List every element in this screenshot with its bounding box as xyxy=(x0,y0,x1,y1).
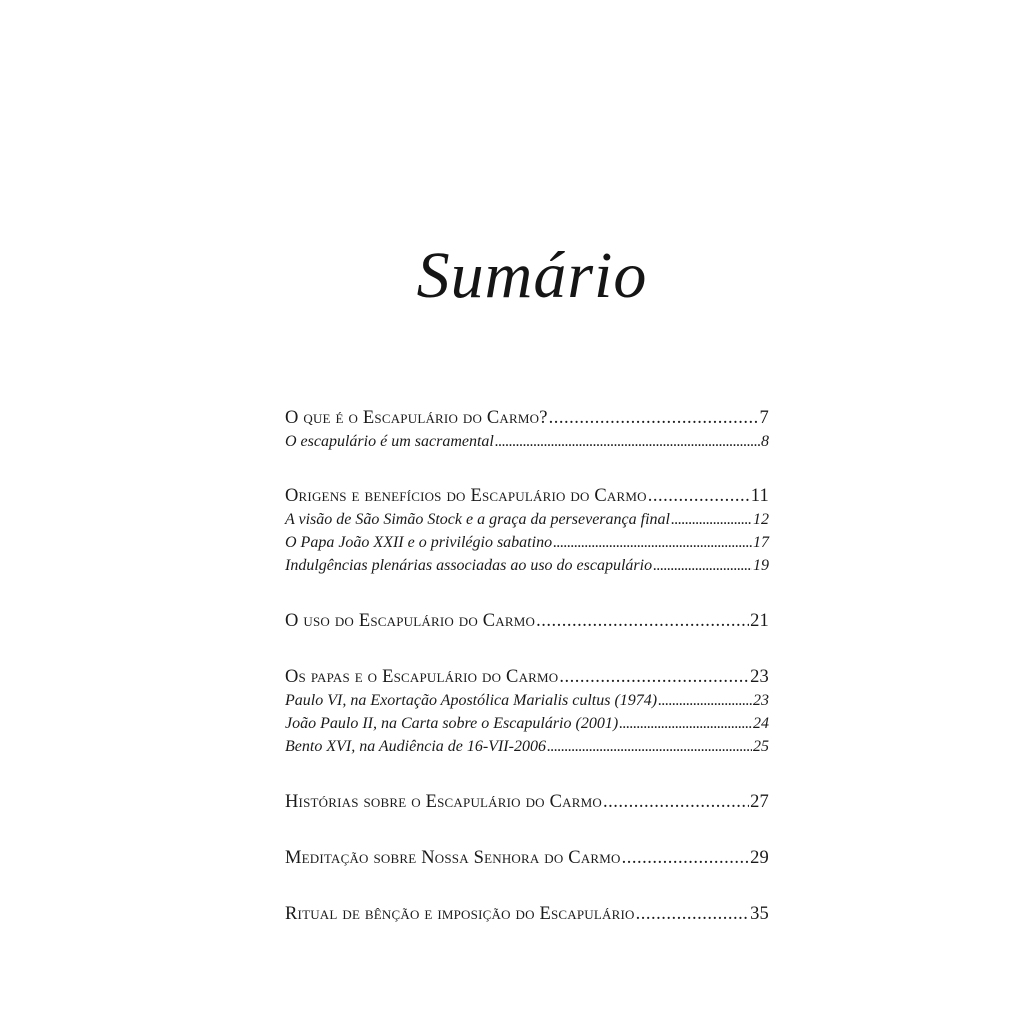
toc-subentry[interactable] xyxy=(285,430,769,453)
toc-subentry-label: Bento XVI, na Audiência de 16-VII-2006 xyxy=(285,738,546,755)
toc-entry[interactable] xyxy=(285,484,769,508)
toc-subentry-page: 17 xyxy=(753,534,769,551)
toc-entry-label: O que é o Escapulário do Carmo? xyxy=(285,408,548,428)
toc-entry-label: Histórias sobre o Escapulário do Carmo xyxy=(285,792,602,812)
toc-subentry[interactable] xyxy=(285,508,769,531)
toc-entry-label: O uso do Escapulário do Carmo xyxy=(285,611,536,631)
toc-entry-page: 23 xyxy=(750,667,769,687)
toc-subentry-label: Indulgências plenárias associadas ao uso do escapulário xyxy=(285,557,653,574)
toc-entry-label: Origens e benefícios do Escapulário do Carmo xyxy=(285,486,647,506)
toc-subentry-label: O escapulário é um sacramental xyxy=(285,433,494,450)
toc-subentry-page: 8 xyxy=(761,433,769,450)
dot-leader xyxy=(495,430,760,453)
dot-leader xyxy=(653,554,752,577)
dot-leader xyxy=(547,735,752,758)
toc-entry-label: Ritual de bênção e imposição do Escapulário xyxy=(285,904,635,924)
toc-entry-page: 7 xyxy=(759,408,769,428)
toc-subentry-page: 12 xyxy=(753,511,769,528)
toc-entry[interactable] xyxy=(285,902,769,926)
toc-subentry-label: João Paulo II, na Carta sobre o Escapulário (2001) xyxy=(285,715,619,732)
toc-subentry[interactable] xyxy=(285,735,769,758)
toc-subentry-label: A visão de São Simão Stock e a graça da perseverança final xyxy=(285,511,670,528)
toc-subentry[interactable] xyxy=(285,712,769,735)
toc-subentry-page: 25 xyxy=(753,738,769,755)
toc-entry-page: 11 xyxy=(750,486,769,506)
toc-subentry-label: O Papa João XXII e o privilégio sabatino xyxy=(285,534,553,551)
toc-entry-page: 27 xyxy=(750,792,769,812)
dot-leader xyxy=(619,712,752,735)
toc-subentry-page: 19 xyxy=(753,557,769,574)
toc-entry-page: 29 xyxy=(750,848,769,868)
dot-leader xyxy=(671,508,752,531)
toc-entry[interactable] xyxy=(285,406,769,430)
toc-entry[interactable] xyxy=(285,609,769,633)
toc-subentry[interactable] xyxy=(285,689,769,712)
toc-entry-page: 35 xyxy=(750,904,769,924)
toc-entry-label: Meditação sobre Nossa Senhora do Carmo xyxy=(285,848,621,868)
dot-leader xyxy=(559,665,749,689)
toc-subentry-page: 24 xyxy=(753,715,769,732)
toc-entry[interactable] xyxy=(285,790,769,814)
toc-entry[interactable] xyxy=(285,665,769,689)
dot-leader xyxy=(648,484,750,508)
dot-leader xyxy=(536,609,749,633)
toc-subentry-page: 23 xyxy=(753,692,769,709)
toc-entry[interactable] xyxy=(285,846,769,870)
toc-subentry[interactable] xyxy=(285,531,769,554)
page-title: Sumário xyxy=(416,239,648,312)
toc-subentry-label: Paulo VI, na Exortação Apostólica Marialis cultus (1974) xyxy=(285,692,658,709)
dot-leader xyxy=(603,790,749,814)
dot-leader xyxy=(636,902,749,926)
dot-leader xyxy=(553,531,752,554)
dot-leader xyxy=(622,846,749,870)
toc-subentry[interactable] xyxy=(285,554,769,577)
toc-entry-page: 21 xyxy=(750,611,769,631)
dot-leader xyxy=(658,689,752,712)
toc-entry-label: Os papas e o Escapulário do Carmo xyxy=(285,667,559,687)
dot-leader xyxy=(549,406,759,430)
